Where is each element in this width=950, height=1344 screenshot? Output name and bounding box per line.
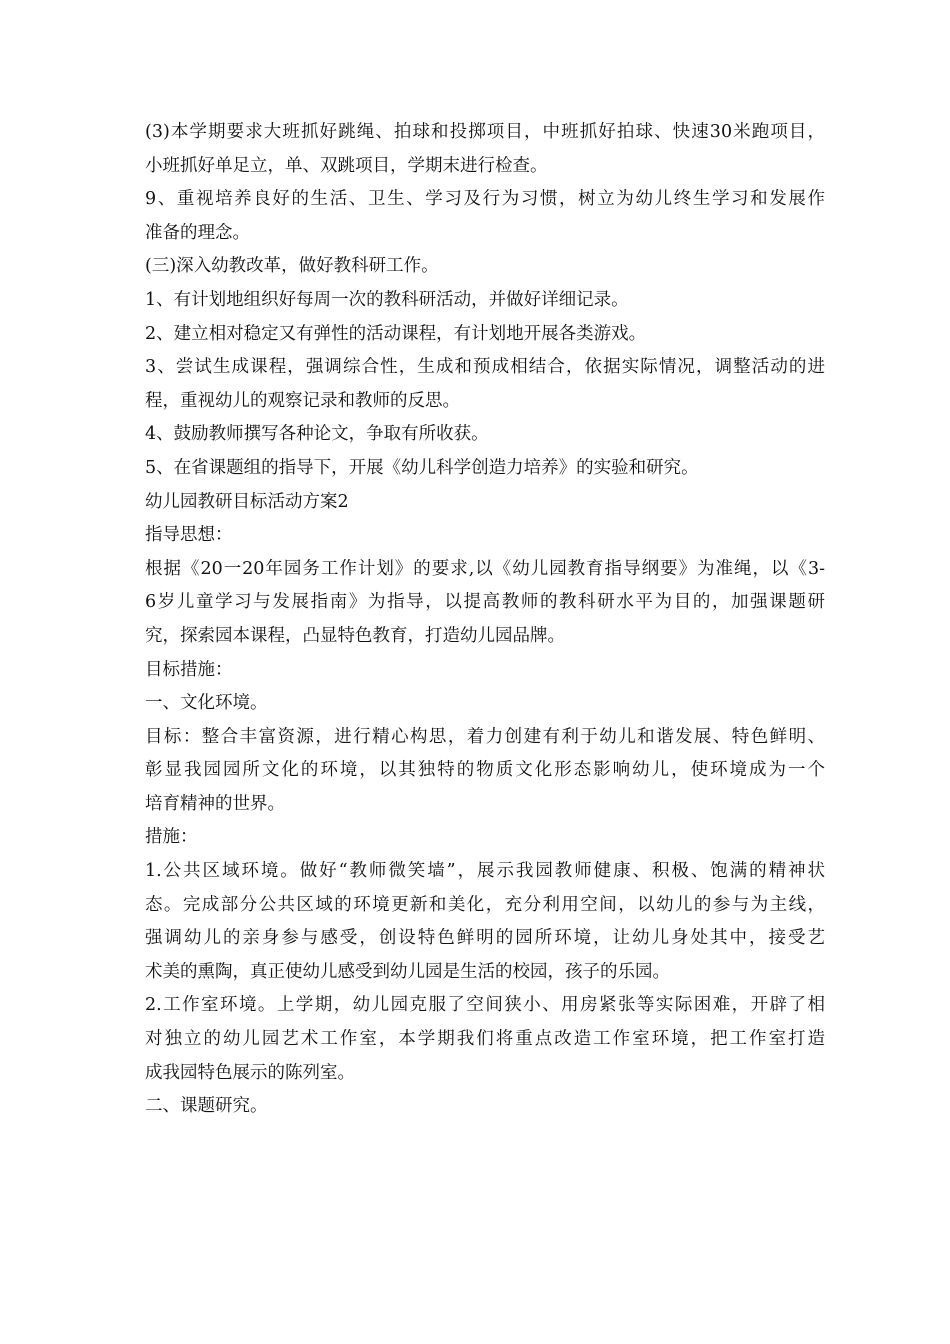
text-line: 究，探索园本课程，凸显特色教育，打造幼儿园品牌。 bbox=[145, 625, 565, 646]
text-line: 小班抓好单足立，单、双跳项目，学期末进行检查。 bbox=[145, 155, 548, 176]
text-line: 彰显我园园所文化的环境，以其独特的物质文化形态影响幼儿，使环境成为一个 bbox=[145, 760, 825, 781]
text-line: 4、鼓励教师撰写各种论文，争取有所收获。 bbox=[145, 424, 489, 445]
text-line: 1、有计划地组织好每周一次的教科研活动，并做好详细记录。 bbox=[145, 289, 629, 310]
text-line: 2.工作室环境。上学期，幼儿园克服了空间狭小、用房紧张等实际困难，开辟了相 bbox=[145, 995, 825, 1016]
section-heading: 一、文化环境。 bbox=[145, 693, 268, 714]
section-heading: 目标措施： bbox=[145, 659, 233, 680]
text-line: 3、尝试生成课程，强调综合性，生成和预成相结合，依据实际情况，调整活动的进 bbox=[145, 357, 825, 378]
text-line: (3)本学期要求大班抓好跳绳、拍球和投掷项目，中班抓好拍球、快速30米跑项目， bbox=[145, 122, 825, 142]
text-line: 对独立的幼儿园艺术工作室，本学期我们将重点改造工作室环境，把工作室打造 bbox=[145, 1029, 825, 1050]
text-line: 程，重视幼儿的观察记录和教师的反思。 bbox=[145, 390, 460, 411]
document-title: 幼儿园教研目标活动方案2 bbox=[145, 491, 349, 512]
text-line: 准备的理念。 bbox=[145, 222, 250, 243]
text-line: 术美的熏陶，真正使幼儿感受到幼儿园是生活的校园，孩子的乐园。 bbox=[145, 961, 670, 982]
text-line: 强调幼儿的亲身参与感受，创设特色鲜明的园所环境，让幼儿身处其中，接受艺 bbox=[145, 928, 825, 949]
document-body bbox=[145, 116, 825, 1124]
section-heading: 二、课题研究。 bbox=[145, 1096, 268, 1117]
text-line: 1.公共区域环境。做好“教师微笑墙”，展示我园教师健康、积极、饱满的精神状 bbox=[145, 861, 825, 882]
text-line: 态。完成部分公共区域的环境更新和美化，充分利用空间，以幼儿的参与为主线， bbox=[145, 894, 825, 915]
text-line: 根据《20一20年园务工作计划》的要求,以《幼儿园教育指导纲要》为准绳，以《3- bbox=[145, 558, 825, 579]
section-heading: (三)深入幼教改革，做好教科研工作。 bbox=[145, 256, 439, 277]
text-line: 2、建立相对稳定又有弹性的活动课程，有计划地开展各类游戏。 bbox=[145, 323, 647, 344]
section-heading: 指导思想： bbox=[145, 525, 233, 546]
text-line: 5、在省课题组的指导下，开展《幼儿科学创造力培养》的实验和研究。 bbox=[145, 457, 699, 478]
section-heading: 措施： bbox=[145, 827, 198, 848]
text-line: 培育精神的世界。 bbox=[145, 793, 285, 814]
text-line: 9、重视培养良好的生活、卫生、学习及行为习惯，树立为幼儿终生学习和发展作 bbox=[145, 189, 825, 210]
text-line: 成我园特色展示的陈列室。 bbox=[145, 1062, 355, 1083]
text-line: 目标：整合丰富资源，进行精心构思，着力创建有利于幼儿和谐发展、特色鲜明、 bbox=[145, 726, 825, 747]
text-line: 6岁儿童学习与发展指南》为指导，以提高教师的教科研水平为目的，加强课题研 bbox=[145, 592, 825, 613]
